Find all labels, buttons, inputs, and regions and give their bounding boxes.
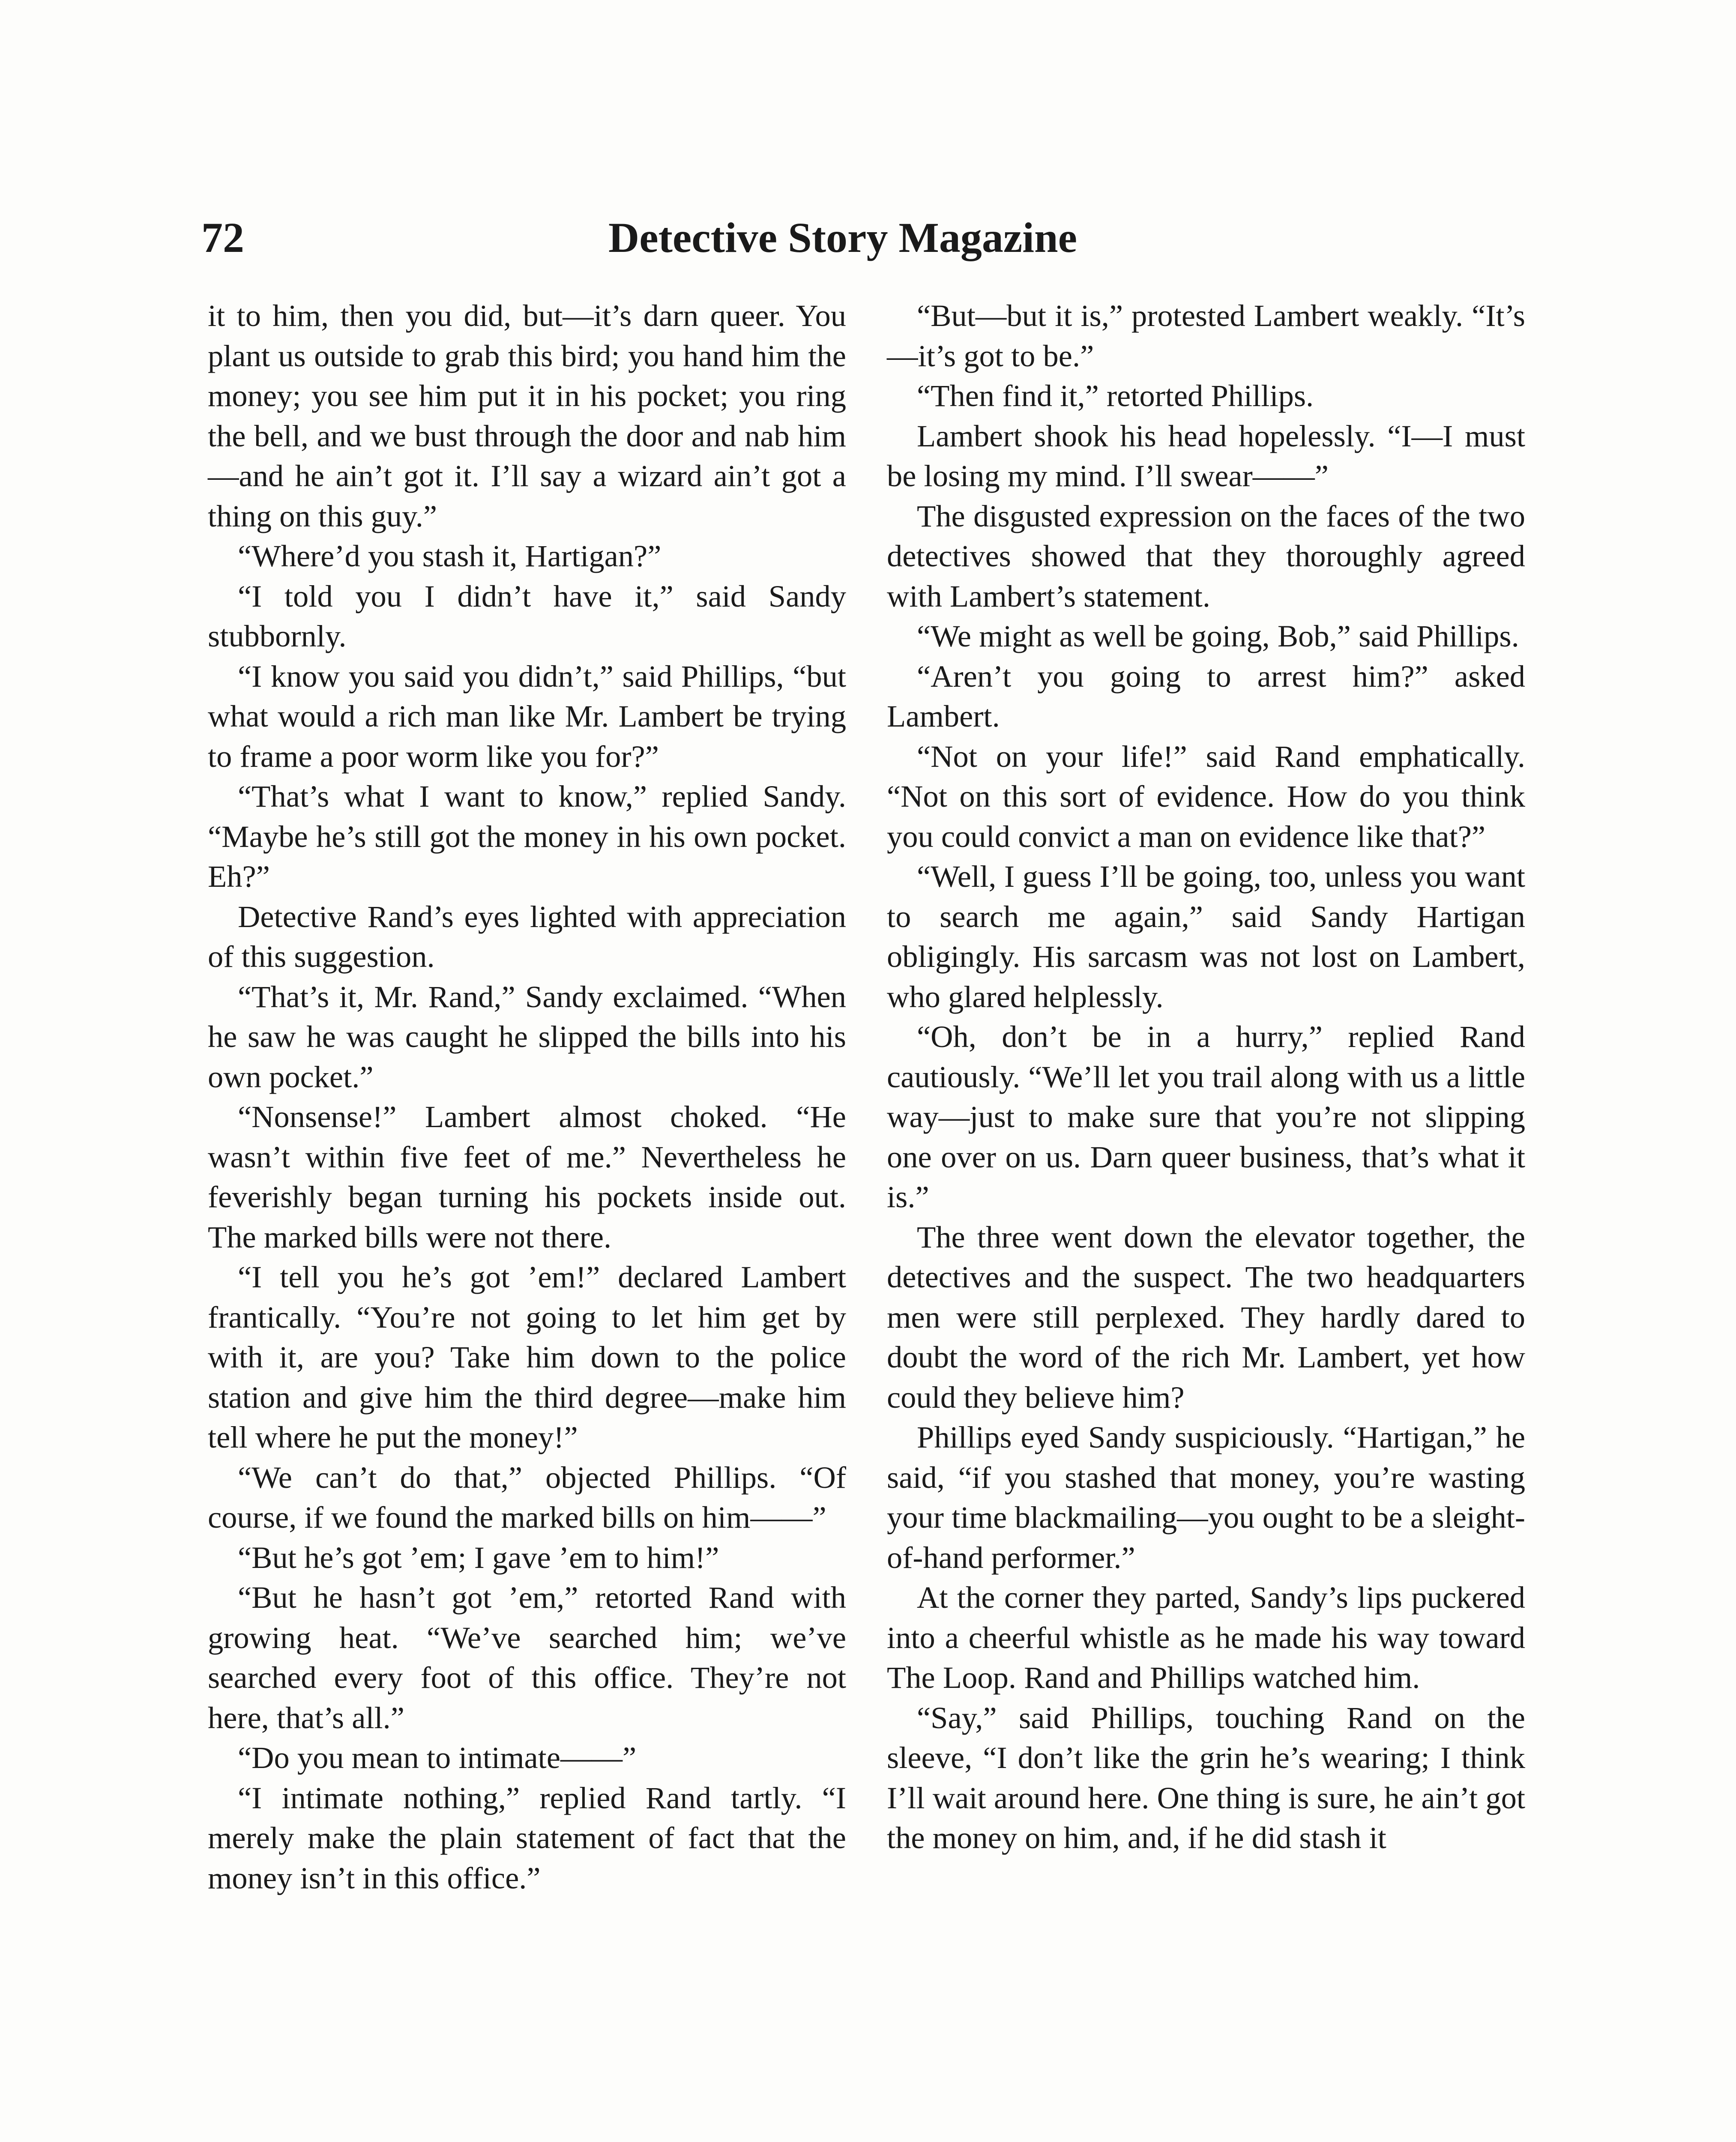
paragraph: “I intimate nothing,” replied Rand tartly. “I merely make the plain statement of fact that the money isn’t in this office.” <box>208 1780 846 1895</box>
paragraph: “I told you I didn’t have it,” said Sandy stubbornly. <box>208 578 846 653</box>
paragraph: “That’s what I want to know,” replied Sandy. “Maybe he’s still got the money in his own pocket. Eh?” <box>208 779 846 894</box>
paragraph: “Then find it,” retorted Phillips. <box>917 378 1314 413</box>
paragraph: “Oh, don’t be in a hurry,” replied Rand cautiously. “We’ll let you trail along with us a little way—just to make sure that you’re not slipping one over on us. Darn queer business, that’s what it is.” <box>887 1019 1525 1214</box>
paragraph: Lambert shook his head hopelessly. “I—I must be losing my mind. I’ll swear——” <box>887 418 1525 493</box>
paragraph: “That’s it, Mr. Rand,” Sandy exclaimed. “When he saw he was caught he slipped the bills into his own pocket.” <box>208 979 846 1094</box>
paragraph: it to him, then you did, but—it’s darn queer. You plant us outside to grab this bird; you hand him the money; you see him put it in his pocket; you ring the bell, and we bust through the door and nab him—and he ain’t got it. I’ll say a wizard ain’t got a thing on this guy.” <box>208 298 846 533</box>
paragraph: “I tell you he’s got ’em!” declared Lambert frantically. “You’re not going to let him get by with it, are you? Take him down to the police station and give him the third degree—make him tell where he put the money!” <box>208 1259 846 1454</box>
paragraph: “We might as well be going, Bob,” said Phillips. <box>917 619 1519 653</box>
paragraph: “Say,” said Phillips, touching Rand on the sleeve, “I don’t like the grin he’s wearing; I think I’ll wait around here. One thing is sure, he ain’t got the money on him, and, if he did stash it <box>887 1700 1525 1855</box>
magazine-title: Detective Story Magazine <box>608 214 1077 261</box>
paragraph: “But he’s got ’em; I gave ’em to him!” <box>238 1540 719 1575</box>
paragraph: “Do you mean to intimate——” <box>238 1740 637 1775</box>
running-header <box>201 212 1122 263</box>
paragraph: Detective Rand’s eyes lighted with appreciation of this suggestion. <box>208 899 846 974</box>
paragraph: “I know you said you didn’t,” said Phillips, “but what would a rich man like Mr. Lambert be trying to frame a poor worm like you for?” <box>208 658 846 774</box>
left-text-column <box>208 296 846 1898</box>
right-text-column <box>887 296 1525 1858</box>
paragraph: “Aren’t you going to arrest him?” asked Lambert. <box>887 658 1525 733</box>
paragraph: The disgusted expression on the faces of the two detectives showed that they thoroughly agreed with Lambert’s statement. <box>887 498 1525 613</box>
paragraph: The three went down the elevator together, the detectives and the suspect. The two headquarters men were still perplexed. They hardly dared to doubt the word of the rich Mr. Lambert, yet how could they believe him? <box>887 1219 1525 1415</box>
page-number: 72 <box>201 214 244 261</box>
paragraph: Phillips eyed Sandy suspiciously. “Hartigan,” he said, “if you stashed that money, you’re wasting your time blackmailing—you ought to be a sleight-of-hand performer.” <box>887 1420 1525 1575</box>
paragraph: “Where’d you stash it, Hartigan?” <box>238 538 661 573</box>
paragraph: “But—but it is,” protested Lambert weakly. “It’s—it’s got to be.” <box>887 298 1525 373</box>
paragraph: At the corner they parted, Sandy’s lips puckered into a cheerful whistle as he made his way toward The Loop. Rand and Phillips watched him. <box>887 1580 1525 1695</box>
paragraph: “But he hasn’t got ’em,” retorted Rand with growing heat. “We’ve searched him; we’ve searched every foot of this office. They’re not here, that’s all.” <box>208 1580 846 1735</box>
paragraph: “Well, I guess I’ll be going, too, unless you want to search me again,” said Sandy Hartigan obligingly. His sarcasm was not lost on Lambert, who glared helplessly. <box>887 859 1525 1014</box>
paragraph: “Nonsense!” Lambert almost choked. “He wasn’t within five feet of me.” Nevertheless he feverishly began turning his pockets inside out. The marked bills were not there. <box>208 1099 846 1254</box>
paragraph: “We can’t do that,” objected Phillips. “Of course, if we found the marked bills on him——” <box>208 1460 846 1535</box>
paragraph: “Not on your life!” said Rand emphatically. “Not on this sort of evidence. How do you think you could convict a man on evidence like that?” <box>887 739 1525 854</box>
